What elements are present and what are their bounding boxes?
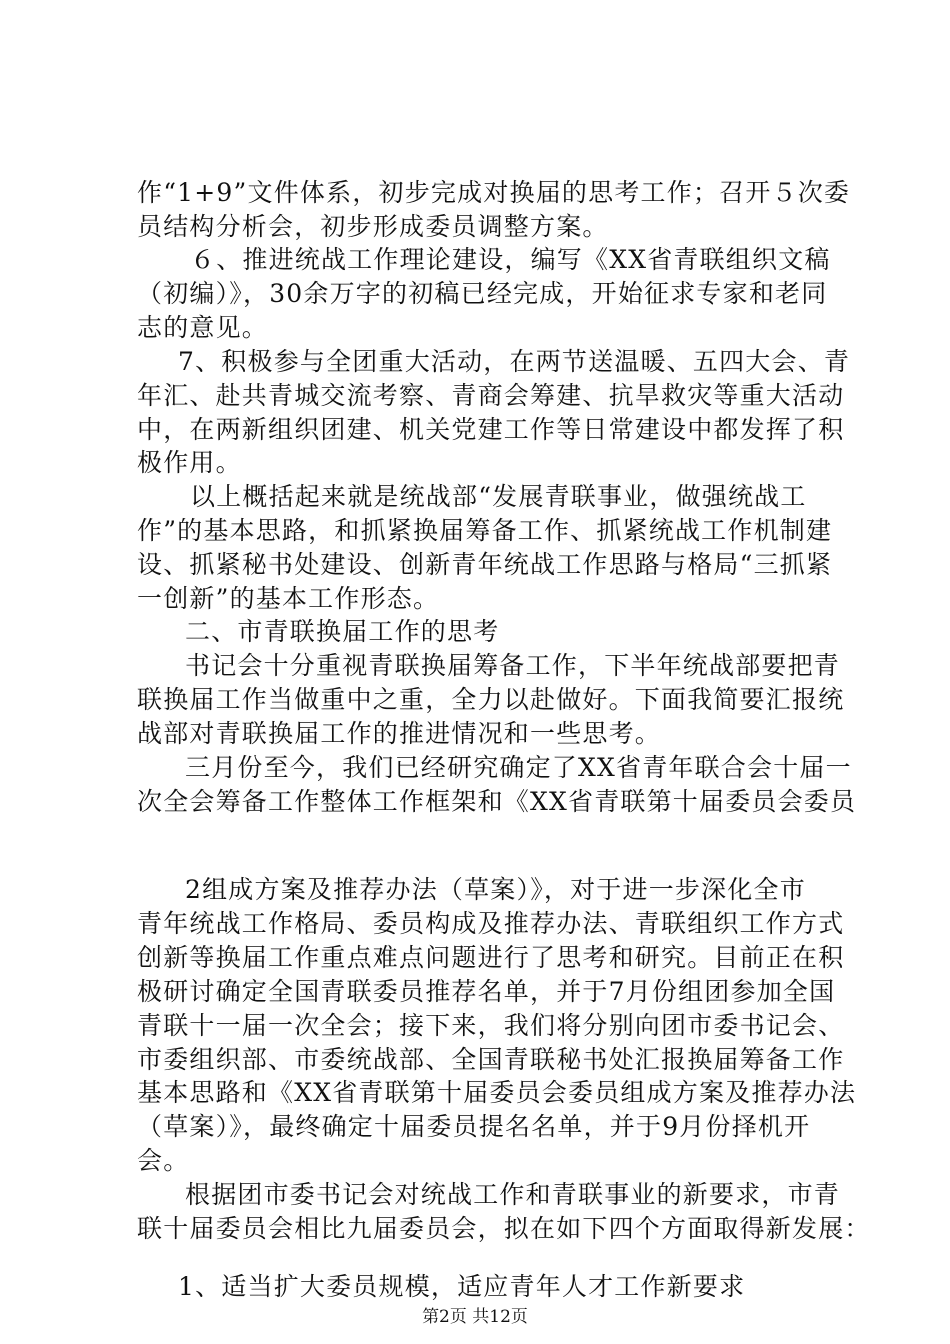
text-line: 志的意见。 [137,313,269,342]
text-line: ６、推进统战工作理论建设，编写《XX省青联组织文稿 [190,245,831,274]
text-line: 7、积极参与全团重大活动，在两节送温暖、五四大会、青 [178,347,851,376]
page-number-footer: 第2页 共12页 [422,1307,528,1327]
text-line: 联十届委员会相比九届委员会，拟在如下四个方面取得新发展： [137,1214,871,1243]
text-line: 设、抓紧秘书处建设、创新青年统战工作思路与格局“三抓紧 [137,550,833,579]
text-line: 根据团市委书记会对统战工作和青联事业的新要求，市青 [185,1180,841,1209]
text-line: 年汇、赴共青城交流考察、青商会筹建、抗旱救灾等重大活动 [137,381,845,410]
text-line: 以上概括起来就是统战部“发展青联事业，做强统战工 [190,482,807,511]
text-line: 作”的基本思路，和抓紧换届筹备工作、抓紧统战工作机制建 [137,516,833,545]
text-line: 基本思路和《XX省青联第十届委员会委员组成方案及推荐办法 [137,1078,857,1107]
text-line: 市委组织部、市委统战部、全国青联秘书处汇报换届筹备工作 [137,1045,845,1074]
text-line: 会。 [137,1146,190,1175]
text-line: 极作用。 [137,448,242,477]
text-line: 次全会筹备工作整体工作框架和《XX省青联第十届委员会委员 [137,787,857,816]
text-line: 极研讨确定全国青联委员推荐名单，并于7月份组团参加全国 [137,977,836,1006]
text-line: 青年统战工作格局、委员构成及推荐办法、青联组织工作方式 [137,909,845,938]
text-line: （草案）》，最终确定十届委员提名名单，并于9月份择机开 [137,1112,811,1141]
text-line: 2组成方案及推荐办法（草案）》，对于进一步深化全市 [185,875,806,904]
text-line: 作“1+9”文件体系，初步完成对换届的思考工作；召开５次委 [137,178,851,207]
text-line: 青联十一届一次全会；接下来，我们将分别向团市委书记会、 [137,1011,845,1040]
text-line: 书记会十分重视青联换届筹备工作，下半年统战部要把青 [185,651,841,680]
list-item-heading: 1、适当扩大委员规模，适应青年人才工作新要求 [178,1272,746,1301]
text-line: 一创新”的基本工作形态。 [137,584,440,613]
text-line: 中，在两新组织团建、机关党建工作等日常建设中都发挥了积 [137,415,845,444]
text-line: 战部对青联换届工作的推进情况和一些思考。 [137,719,662,748]
text-line: 联换届工作当做重中之重，全力以赴做好。下面我简要汇报统 [137,685,845,714]
text-line: 员结构分析会，初步形成委员调整方案。 [137,212,609,241]
text-line: 三月份至今，我们已经研究确定了XX省青年联合会十届一 [185,753,852,782]
text-line: 创新等换届工作重点难点问题进行了思考和研究。目前正在积 [137,943,845,972]
text-line: （初编）》，30余万字的初稿已经完成，开始征求专家和老同 [137,279,828,308]
section-heading: 二、市青联换届工作的思考 [185,617,500,646]
